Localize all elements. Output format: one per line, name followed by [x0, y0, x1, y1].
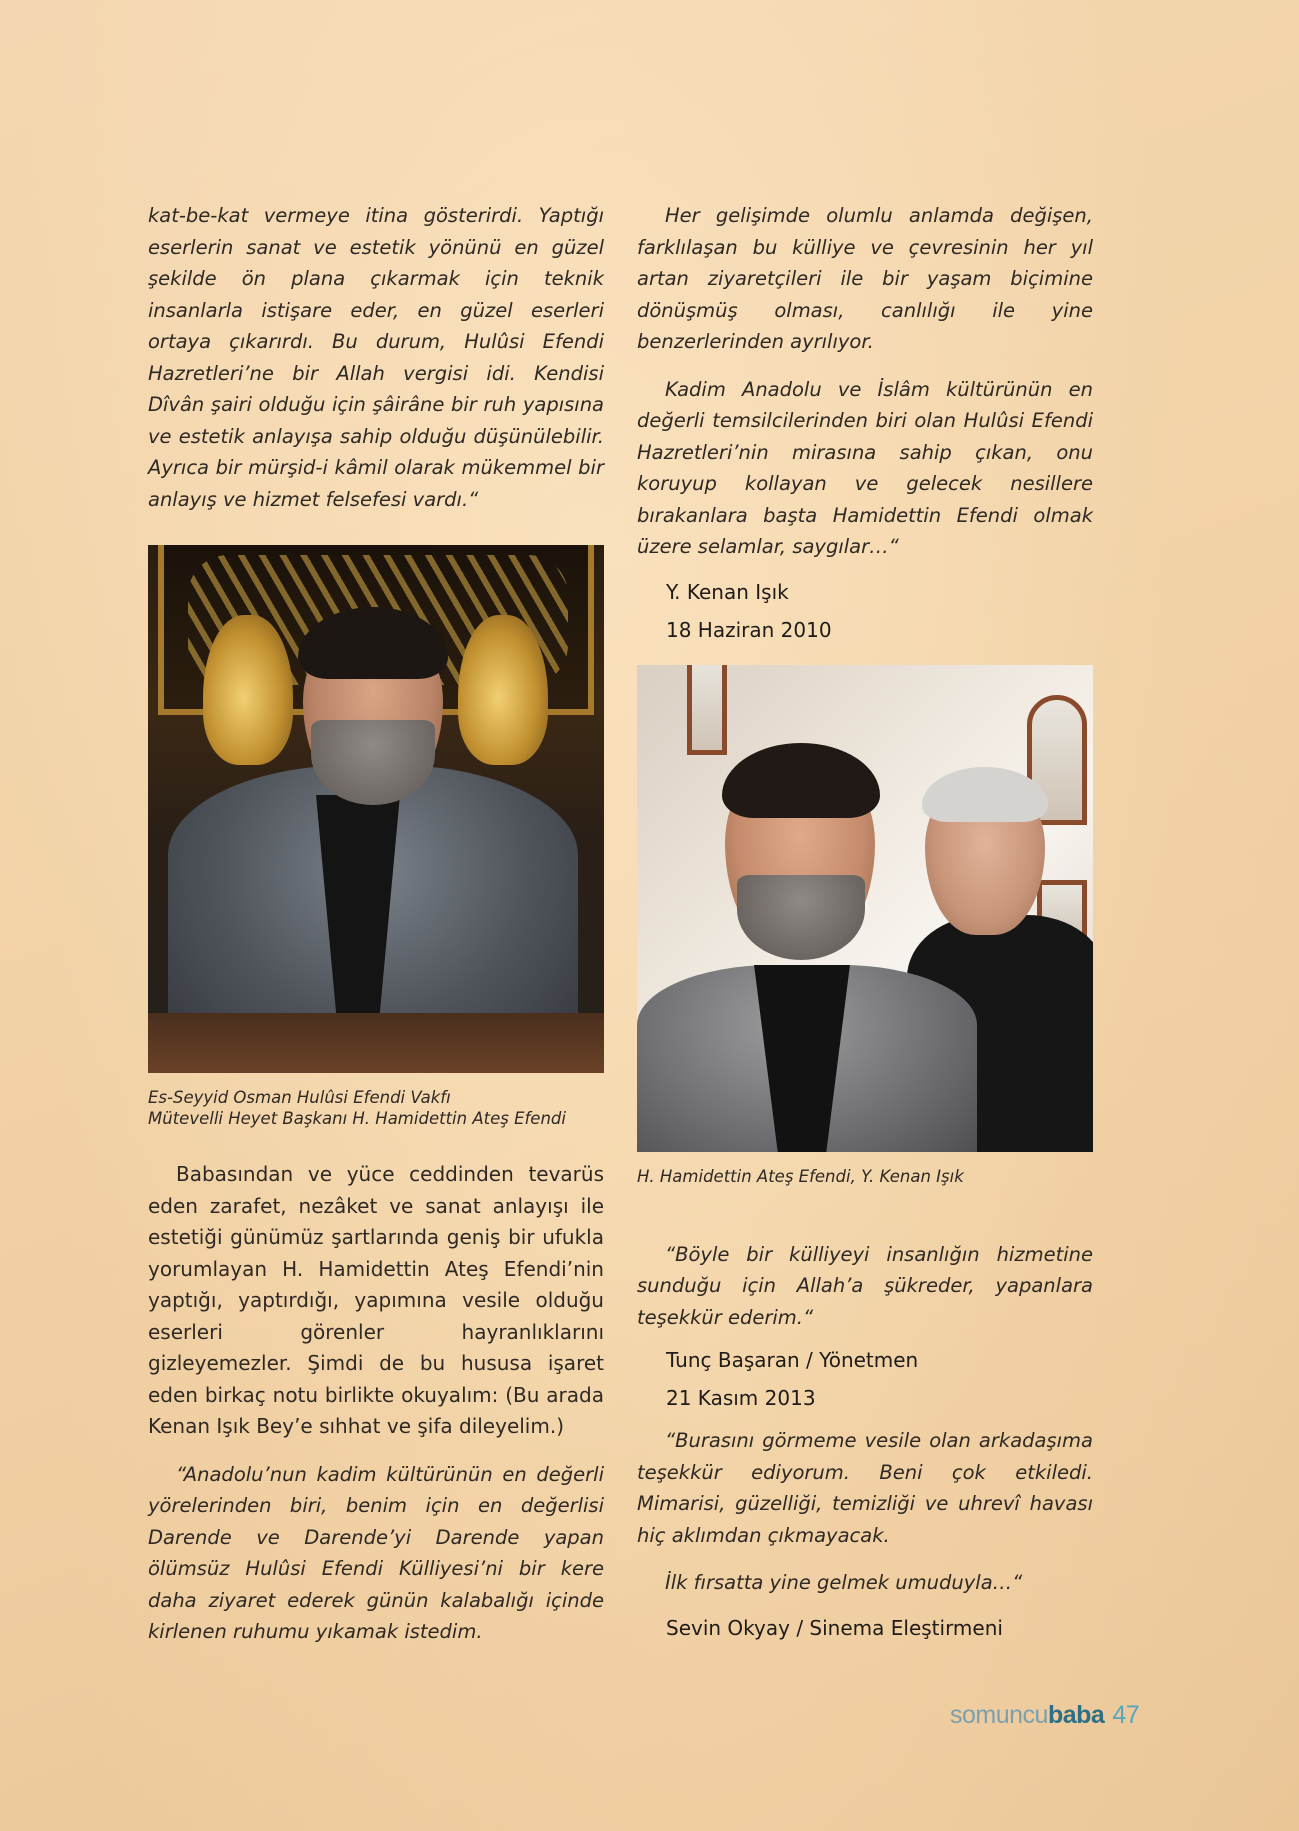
right-paragraph-1: Her gelişimde olumlu anlamda değişen, farklılaşan bu külliye ve çevresinin her yıl artan ziyaretçileri ile bir yaşam biçimine dönüşmüş olması, canlılığı ile yine benzerlerinden ayrılıyor.	[637, 204, 1093, 353]
page-number: 47	[1112, 1701, 1140, 1729]
photo-ates-and-isik	[637, 665, 1093, 1152]
right-column	[637, 200, 1093, 1647]
signature-1-date: 18 Haziran 2010	[666, 617, 832, 642]
left-paragraph-1: kat-be-kat vermeye itina gösterirdi. Yaptığı eserlerin sanat ve estetik yönünü en güzel şekilde ön plana çıkarmak için teknik insanlarla istişare eder, en güzel eserleri ortaya çıkarırdı. Bu durum, Hulûsi Efendi Hazretleri’ne bir Allah vergisi idi. Kendisi Dîvân şairi olduğu için şâirâne bir ruh yapısına ve estetik anlayışa sahip olduğu düşünülebilir. Ayrıca bir mürşid-i kâmil olarak mükemmel bir anlayış ve hizmet felsefesi vardı.“	[148, 204, 604, 511]
right-paragraph-2: Kadim Anadolu ve İslâm kültürünün en değerli temsilcilerinden biri olan Hulûsi Efendi Hazretleri’nin mirasına sahip çıkan, onu koruyup kollayan ve gelecek nesillere bırakanlara başta Hamidettin Efendi olmak üzere selamlar, saygılar…“	[637, 377, 1093, 558]
magazine-logo-part-2: baba	[1047, 1701, 1105, 1729]
quote-3: “Burasını görmeme vesile olan arkadaşıma teşekkür ediyorum. Beni çok etkiledi. Mimarisi, güzelliği, temizliği ve uhrevî havası hiç aklımdan çıkmayacak.	[637, 1429, 1093, 1547]
photo-caption-right: H. Hamidettin Ateş Efendi, Y. Kenan Işık	[637, 1166, 964, 1186]
quote-3-closing: İlk fırsatta yine gelmek umuduyla…“	[665, 1571, 1023, 1594]
signature-2	[637, 1341, 1093, 1417]
signature-1	[637, 573, 1093, 649]
signature-1-name: Y. Kenan Işık	[666, 579, 789, 604]
signature-2-name: Tunç Başaran / Yönetmen	[666, 1348, 919, 1372]
photo-hamidettin-ates	[148, 545, 604, 1073]
left-column	[148, 200, 604, 1648]
photo-caption-left	[148, 1087, 604, 1129]
quote-2: “Böyle bir külliyeyi insanlığın hizmetine sunduğu için Allah’a şükreder, yapanlara teşekkür ederim.“	[637, 1242, 1093, 1329]
left-paragraph-2: Babasından ve yüce ceddinden tevarüs eden zarafet, nezâket ve sanat anlayışı ile estetiği günümüz şartlarında geniş bir ufukla yorumlayan H. Hamidettin Ateş Efendi’nin yaptığı, yaptırdığı, yapımına vesile olduğu eserleri görenler hayranlıklarını gizleyemezler. Şimdi de bu hususa işaret eden birkaç notu birlikte okuyalım: (Bu arada Kenan Işık Bey’e sıhhat ve şifa dileyelim.)	[148, 1162, 604, 1438]
left-paragraph-3: “Anadolu’nun kadim kültürünün en değerli yörelerinden biri, benim için en değerlisi Darende ve Darende’yi Darende yapan ölümsüz Hulûsi Efendi Külliyesi’ni bir kere daha ziyaret ederek günün kalabalığı içinde kirlenen ruhumu yıkamak istedim.	[148, 1462, 604, 1643]
signature-2-date: 21 Kasım 2013	[666, 1386, 816, 1410]
signature-3-name: Sevin Okyay / Sinema Eleştirmeni	[666, 1615, 1003, 1640]
caption-line-2: Mütevelli Heyet Başkanı H. Hamidettin Ateş Efendi	[148, 1109, 566, 1128]
caption-line-1: Es-Seyyid Osman Hulûsi Efendi Vakfı	[148, 1088, 451, 1107]
magazine-logo-part-1: somuncu	[950, 1701, 1048, 1729]
page-footer	[950, 1700, 1139, 1730]
